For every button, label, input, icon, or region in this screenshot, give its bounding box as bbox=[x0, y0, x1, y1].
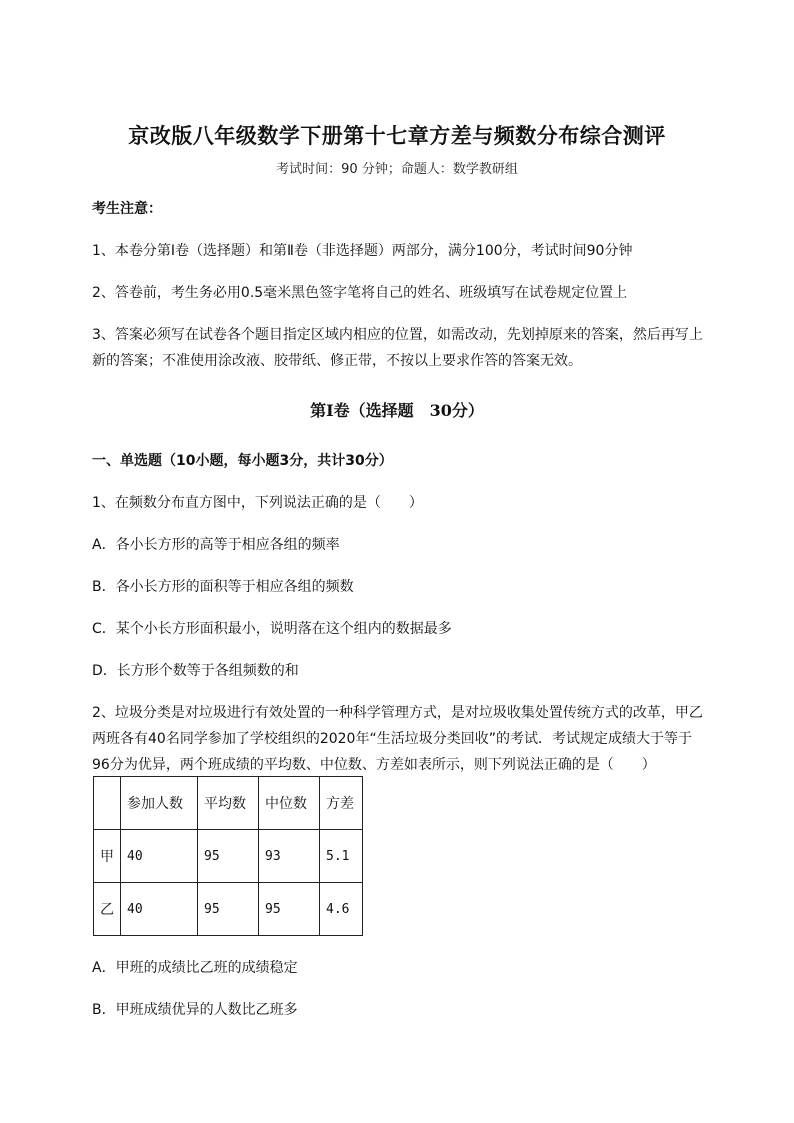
table-header-cell bbox=[94, 777, 121, 830]
question-2-option-b: B．甲班成绩优异的人数比乙班多 bbox=[92, 1002, 298, 1018]
question-2-option-a: A．甲班的成绩比乙班的成绩稳定 bbox=[92, 960, 298, 976]
notice-item-3: 3、答案必须写在试卷各个题目指定区域内相应的位置，如需改动，先划掉原来的答案，然后再写上新的答案；不准使用涂改液、胶带纸、修正带，不按以上要求作答的答案无效。 bbox=[92, 327, 703, 369]
question-2-stem: 2、垃圾分类是对垃圾进行有效处置的一种科学管理方式，是对垃圾收集处置传统方式的改革，甲乙两班各有40名同学参加了学校组织的2020年“生活垃圾分类回收”的考试．考试规定成绩大于等于96分为优异，两个班成绩的平均数、中位数、方差如表所示，则下列说法正确的是（ ） bbox=[92, 705, 703, 773]
exam-subtitle: 考试时间：90 分钟；命题人：数学教研组 bbox=[276, 162, 518, 177]
question-1-option-b: B．各小长方形的面积等于相应各组的频数 bbox=[92, 579, 354, 595]
table-cell: 93 bbox=[259, 830, 320, 883]
table-header-cell: 中位数 bbox=[259, 777, 320, 830]
table-cell: 乙 bbox=[94, 883, 121, 936]
table-row bbox=[94, 883, 363, 936]
question-1-option-a: A．各小长方形的高等于相应各组的频率 bbox=[92, 537, 340, 553]
table-cell: 95 bbox=[259, 883, 320, 936]
table-cell: 95 bbox=[198, 883, 259, 936]
question-1-stem: 1、在频数分布直方图中，下列说法正确的是（ ） bbox=[92, 495, 423, 511]
table-header-cell: 方差 bbox=[320, 777, 363, 830]
part-heading: 一、单选题（10小题，每小题3分，共计30分） bbox=[92, 453, 393, 469]
notice-item-1: 1、本卷分第Ⅰ卷（选择题）和第Ⅱ卷（非选择题）两部分，满分100分，考试时间90分钟 bbox=[92, 243, 633, 259]
question-1-option-d: D．长方形个数等于各组频数的和 bbox=[92, 663, 299, 679]
table-header-row bbox=[94, 777, 363, 830]
table-header-cell: 平均数 bbox=[198, 777, 259, 830]
notice-item-2: 2、答卷前，考生务必用0.5毫米黑色签字笔将自己的姓名、班级填写在试卷规定位置上 bbox=[92, 285, 628, 301]
table-cell: 40 bbox=[121, 883, 198, 936]
table-header-cell: 参加人数 bbox=[121, 777, 198, 830]
score-table bbox=[93, 776, 363, 936]
section-title: 第Ⅰ卷（选择题 30分） bbox=[310, 401, 484, 420]
exam-title: 京改版八年级数学下册第十七章方差与频数分布综合测评 bbox=[128, 123, 666, 148]
table-cell: 95 bbox=[198, 830, 259, 883]
table-cell: 40 bbox=[121, 830, 198, 883]
notice-heading: 考生注意： bbox=[92, 201, 162, 217]
table-cell: 5.1 bbox=[320, 830, 363, 883]
table-cell: 甲 bbox=[94, 830, 121, 883]
table-row bbox=[94, 830, 363, 883]
table-cell: 4.6 bbox=[320, 883, 363, 936]
question-1-option-c: C．某个小长方形面积最小，说明落在这个组内的数据最多 bbox=[92, 621, 452, 637]
